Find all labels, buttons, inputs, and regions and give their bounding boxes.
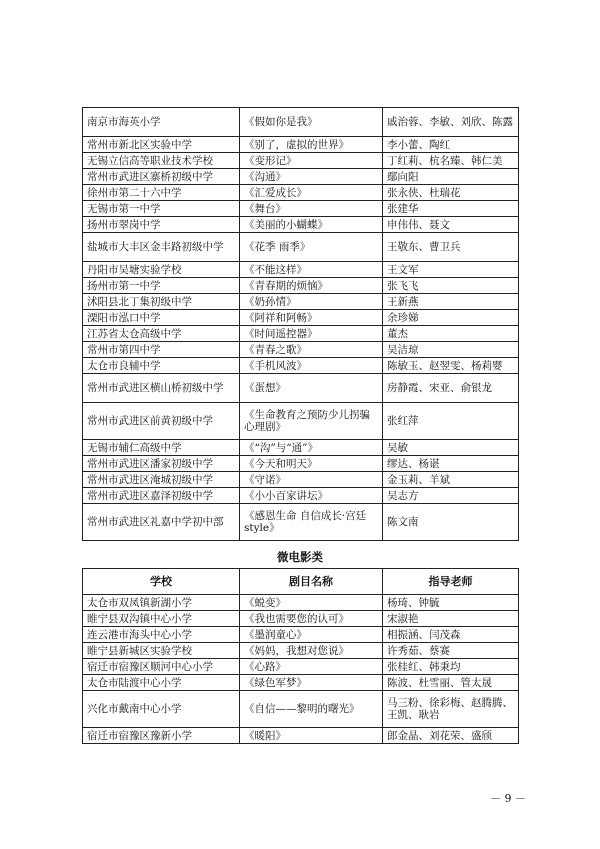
table-row: [83, 504, 519, 541]
table-row: [83, 278, 519, 294]
teachers-cell: 吴敏: [383, 440, 519, 456]
school-cell: 溧阳市泓口中学: [83, 310, 240, 326]
title-cell: 《“沟”与“通”》: [240, 440, 383, 456]
table-drama: [82, 107, 519, 541]
title-cell: 《假如你是我》: [240, 108, 383, 137]
teachers-cell: 王文军: [383, 262, 519, 278]
title-cell: 《自信——黎明的曙光》: [240, 691, 383, 728]
table-row: [83, 233, 519, 262]
school-cell: 连云港市海头中心小学: [83, 627, 240, 643]
school-cell: 太仓市良辅中学: [83, 358, 240, 374]
table-row: [83, 153, 519, 169]
title-cell: 《别了，虚拟的世界》: [240, 137, 383, 153]
table-row: [83, 611, 519, 627]
teachers-cell: 李小蕾、陶红: [383, 137, 519, 153]
header-title: 剧目名称: [240, 569, 383, 595]
title-cell: 《时间遥控器》: [240, 326, 383, 342]
title-cell: 《不能这样》: [240, 262, 383, 278]
teachers-cell: 陈敏玉、赵翌雯、杨莉婴: [383, 358, 519, 374]
table-row: [83, 262, 519, 278]
table-row: [83, 185, 519, 201]
school-cell: 常州市第四中学: [83, 342, 240, 358]
school-cell: 常州市新北区实验中学: [83, 137, 240, 153]
title-cell: 《青春期的烦恼》: [240, 278, 383, 294]
table-row: [83, 358, 519, 374]
teachers-cell: 宋淑艳: [383, 611, 519, 627]
table-row: [83, 675, 519, 691]
teachers-cell: 相振涵、闫茂森: [383, 627, 519, 643]
title-cell: 《汇爱成长》: [240, 185, 383, 201]
table-row: [83, 659, 519, 675]
teachers-cell: 张飞飞: [383, 278, 519, 294]
table-row: [83, 403, 519, 440]
title-cell: 《蜕变》: [240, 595, 383, 611]
table-row: [83, 488, 519, 504]
header-school: 学校: [83, 569, 240, 595]
teachers-cell: 马三粉、徐彩梅、赵腾腾、王凯、耿岩: [383, 691, 519, 728]
school-cell: 睢宁县新城区实验学校: [83, 643, 240, 659]
teachers-cell: 郎金晶、刘花荣、盛颀: [383, 728, 519, 744]
school-cell: 无锡市辅仁高级中学: [83, 440, 240, 456]
teachers-cell: 陈波、杜雪丽、管太晟: [383, 675, 519, 691]
title-cell: 《美丽的小蝴蝶》: [240, 217, 383, 233]
school-cell: 常州市武进区潘家初级中学: [83, 456, 240, 472]
table-row: [83, 326, 519, 342]
title-cell: 《舞台》: [240, 201, 383, 217]
title-cell: 《墨润童心》: [240, 627, 383, 643]
title-cell: 《花季 雨季》: [240, 233, 383, 262]
table-row: [83, 217, 519, 233]
title-cell: 《小小百家讲坛》: [240, 488, 383, 504]
teachers-cell: 张桂红、韩秉均: [383, 659, 519, 675]
teachers-cell: 房静霞、宋亚、俞银龙: [383, 374, 519, 403]
teachers-cell: 吴志方: [383, 488, 519, 504]
teachers-cell: 许秀茹、蔡赛: [383, 643, 519, 659]
school-cell: 扬州市第一中学: [83, 278, 240, 294]
teachers-cell: 缪达、杨谌: [383, 456, 519, 472]
school-cell: 常州市武进区礼嘉中学初中部: [83, 504, 240, 541]
teachers-cell: 鄢向阳: [383, 169, 519, 185]
table-header-row: [83, 569, 519, 595]
table-row: [83, 137, 519, 153]
table-row: [83, 627, 519, 643]
teachers-cell: 王新燕: [383, 294, 519, 310]
title-cell: 《变形记》: [240, 153, 383, 169]
teachers-cell: 金玉莉、羊斌: [383, 472, 519, 488]
table-row: [83, 169, 519, 185]
table-row: [83, 440, 519, 456]
table-row: [83, 294, 519, 310]
table-micro-film: [82, 568, 519, 744]
teachers-cell: 张建华: [383, 201, 519, 217]
title-cell: 《暖阳》: [240, 728, 383, 744]
school-cell: 太仓市陆渡中心小学: [83, 675, 240, 691]
title-cell: 《妈妈，我想对您说》: [240, 643, 383, 659]
school-cell: 江苏省太仓高级中学: [83, 326, 240, 342]
table-row: [83, 456, 519, 472]
table-row: [83, 108, 519, 137]
teachers-cell: 张红萍: [383, 403, 519, 440]
title-cell: 《奶孙情》: [240, 294, 383, 310]
school-cell: 南京市海英小学: [83, 108, 240, 137]
title-cell: 《心路》: [240, 659, 383, 675]
title-cell: 《沟通》: [240, 169, 383, 185]
school-cell: 常州市武进区嘉泽初级中学: [83, 488, 240, 504]
teachers-cell: 董杰: [383, 326, 519, 342]
table-row: [83, 374, 519, 403]
title-cell: 《蛋想》: [240, 374, 383, 403]
page-number: － 9 －: [490, 792, 526, 805]
school-cell: 常州市武进区前黄初级中学: [83, 403, 240, 440]
school-cell: 丹阳市吴塘实验学校: [83, 262, 240, 278]
teachers-cell: 余珍娣: [383, 310, 519, 326]
table-row: [83, 342, 519, 358]
title-cell: 《感恩生命 自信成长·宫廷 style》: [240, 504, 383, 541]
section-title: 微电影类: [277, 550, 323, 564]
title-cell: 《手机风波》: [240, 358, 383, 374]
title-cell: 《今天和明天》: [240, 456, 383, 472]
school-cell: 常州市武进区淹城初级中学: [83, 472, 240, 488]
school-cell: 常州市武进区寨桥初级中学: [83, 169, 240, 185]
title-cell: 《青春之歌》: [240, 342, 383, 358]
table-row: [83, 595, 519, 611]
school-cell: 睢宁县双沟镇中心小学: [83, 611, 240, 627]
school-cell: 扬州市翠岗中学: [83, 217, 240, 233]
school-cell: 徐州市第二十六中学: [83, 185, 240, 201]
school-cell: 沭阳县北丁集初级中学: [83, 294, 240, 310]
teachers-cell: 戚治蓉、李敏、刘欣、陈露: [383, 108, 519, 137]
teachers-cell: 吴洁琼: [383, 342, 519, 358]
title-cell: 《生命教育之预防少儿拐骗心理剧》: [240, 403, 383, 440]
header-teachers: 指导老师: [383, 569, 519, 595]
title-cell: 《阿祥和阿畅》: [240, 310, 383, 326]
teachers-cell: 陈文南: [383, 504, 519, 541]
teachers-cell: 张永侠、杜瑞花: [383, 185, 519, 201]
teachers-cell: 申伟伟、聂文: [383, 217, 519, 233]
table-row: [83, 201, 519, 217]
teachers-cell: 丁红莉、杭名臻、韩仁美: [383, 153, 519, 169]
school-cell: 无锡市第一中学: [83, 201, 240, 217]
title-cell: 《绿色军梦》: [240, 675, 383, 691]
table-row: [83, 728, 519, 744]
school-cell: 兴化市戴南中心小学: [83, 691, 240, 728]
teachers-cell: 王敬东、曹卫兵: [383, 233, 519, 262]
title-cell: 《我也需要您的认可》: [240, 611, 383, 627]
table-row: [83, 643, 519, 659]
teachers-cell: 杨琦、钟毓: [383, 595, 519, 611]
table-row: [83, 310, 519, 326]
school-cell: 太仓市双凤镇新湖小学: [83, 595, 240, 611]
school-cell: 盐城市大丰区金丰路初级中学: [83, 233, 240, 262]
school-cell: 无锡立信高等职业技术学校: [83, 153, 240, 169]
school-cell: 宿迁市宿豫区豫新小学: [83, 728, 240, 744]
school-cell: 宿迁市宿豫区顺河中心小学: [83, 659, 240, 675]
table-row: [83, 472, 519, 488]
school-cell: 常州市武进区横山桥初级中学: [83, 374, 240, 403]
title-cell: 《守诺》: [240, 472, 383, 488]
table-row: [83, 691, 519, 728]
